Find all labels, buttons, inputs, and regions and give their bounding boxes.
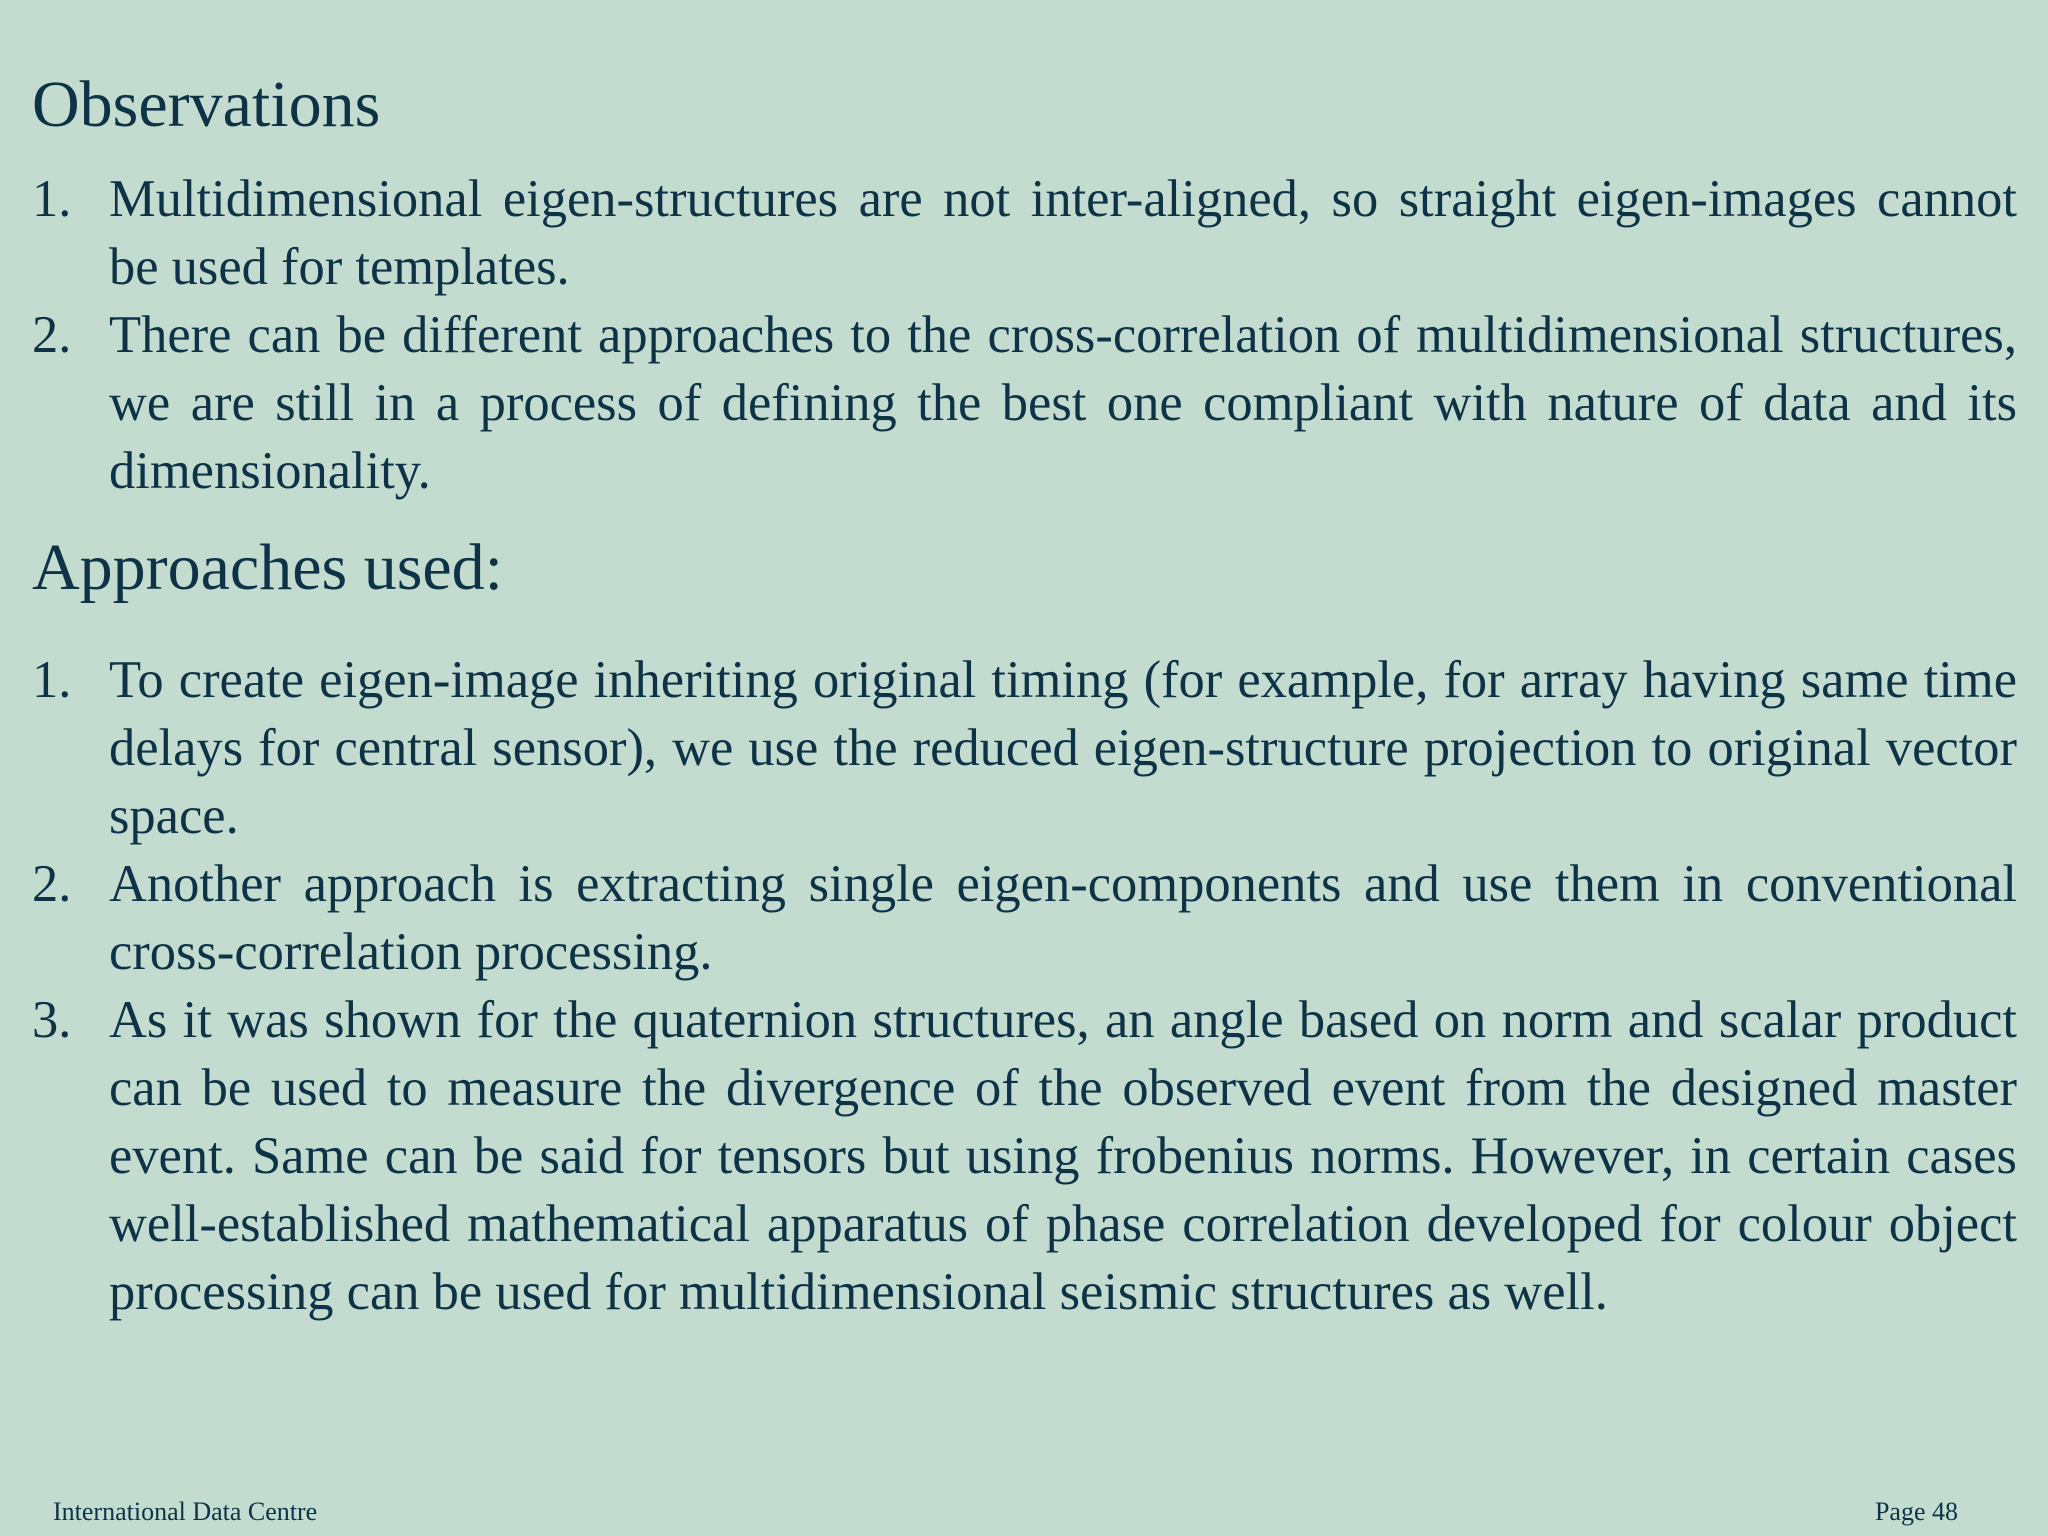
footer-page-number: Page 48 xyxy=(1874,1497,1958,1526)
item-number: 1. xyxy=(32,170,72,228)
item-text: To create eigen-image inheriting original timing (for example, for array having same time delays for central sensor), we use the reduced eigen-structure projection to original vector space. xyxy=(109,651,2017,845)
approach-item xyxy=(32,986,2017,1326)
observations-list xyxy=(32,165,2017,505)
observations-heading: Observations xyxy=(32,68,381,141)
footer-organization: International Data Centre xyxy=(53,1497,318,1526)
item-text: Another approach is extracting single eigen-components and use them in conventional cross-correlation processing. xyxy=(109,855,2017,981)
approaches-heading: Approaches used: xyxy=(32,531,504,604)
observation-item xyxy=(32,165,2017,301)
item-text: As it was shown for the quaternion structures, an angle based on norm and scalar product can be used to measure the divergence of the observed event from the designed master event. Same can be said for tensors but using frobenius norms. However, in certain cases well-established mathematical apparatus of phase correlation developed for colour object processing can be used for multidimensional seismic structures as well. xyxy=(109,991,2017,1321)
approach-item xyxy=(32,850,2017,986)
item-text: There can be different approaches to the cross-correlation of multidimensional structures, we are still in a process of defining the best one compliant with nature of data and its dimensionality. xyxy=(109,306,2017,500)
item-text: Multidimensional eigen-structures are not inter-aligned, so straight eigen-images cannot be used for templates. xyxy=(109,170,2017,296)
item-number: 3. xyxy=(32,991,72,1049)
item-number: 2. xyxy=(32,306,72,364)
item-number: 2. xyxy=(32,855,72,913)
approaches-list xyxy=(32,646,2017,1326)
observation-item xyxy=(32,301,2017,505)
item-number: 1. xyxy=(32,651,72,709)
approach-item xyxy=(32,646,2017,850)
